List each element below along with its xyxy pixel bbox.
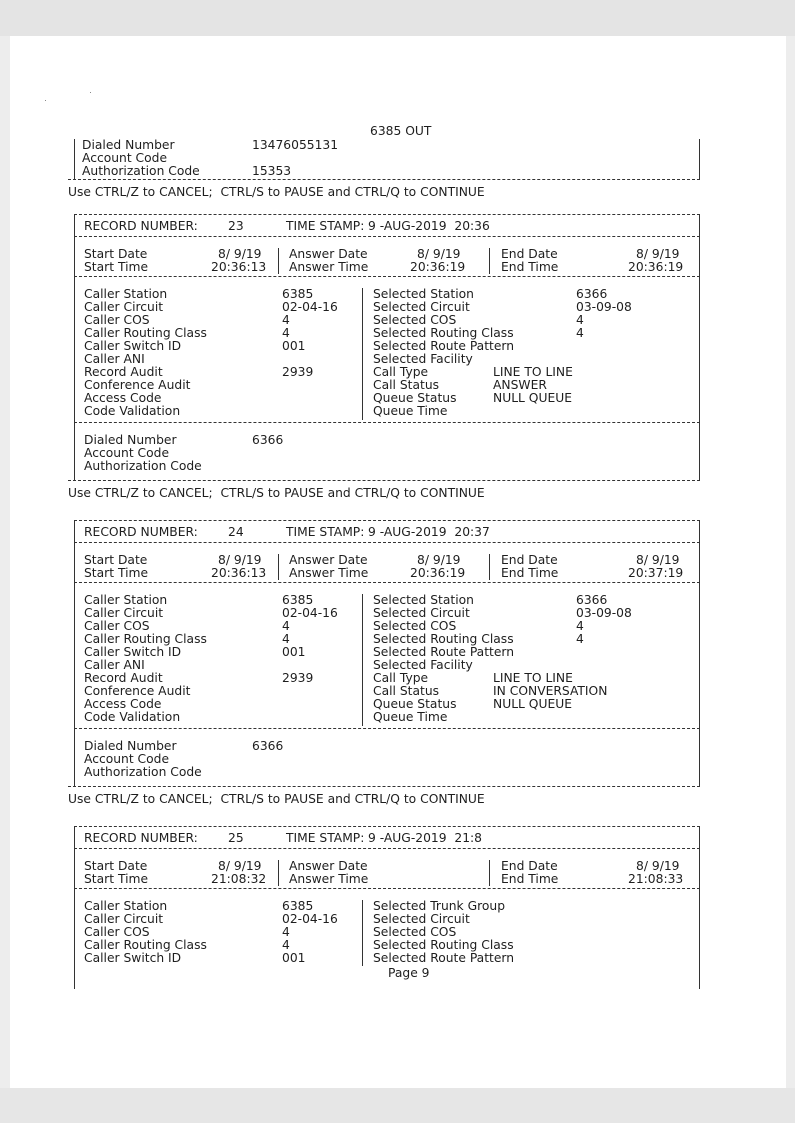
selected-station-label: Selected Station [373,593,474,607]
separator [74,826,700,827]
selected-circuit-label: Selected Circuit [373,300,470,314]
end-date-label: End Date [501,553,558,567]
border [699,215,700,481]
queue-status-label: Queue Status [373,697,457,711]
call-type-value: LINE TO LINE [493,671,573,685]
call-status-label: Call Status [373,378,440,392]
page-header: 6385 OUT [370,124,432,138]
column-divider [362,288,363,420]
record-number-value: 25 [228,831,244,845]
selected-cos-value: 4 [576,619,584,633]
caller-routing-class-label: Caller Routing Class [84,632,207,646]
border [74,215,75,481]
separator [74,276,700,277]
caller-cos-label: Caller COS [84,313,150,327]
call-status-label: Call Status [373,684,440,698]
caller-routing-class-value: 4 [282,326,290,340]
selected-facility-label: Selected Facility [373,658,473,672]
caller-routing-class-label: Caller Routing Class [84,938,207,952]
dialed-number-value: 6366 [252,739,284,753]
caller-circuit-label: Caller Circuit [84,912,164,926]
answer-date-label: Answer Date [289,247,368,261]
start-date-label: Start Date [84,247,148,261]
column-divider [278,860,279,886]
access-code-label: Access Code [84,697,162,711]
authorization-code-label: Authorization Code [84,459,202,473]
selected-route-pattern-label: Selected Route Pattern [373,645,515,659]
caller-cos-label: Caller COS [84,619,150,633]
separator [74,848,700,849]
call-status-value: IN CONVERSATION [493,684,608,698]
caller-station-value: 6385 [282,287,314,301]
caller-cos-value: 4 [282,619,290,633]
selected-routing-class-value: 4 [576,632,584,646]
scan-top-strip [0,0,795,36]
answer-time-label: Answer Time [289,566,369,580]
caller-switch-id-value: 001 [282,951,306,965]
caller-station-label: Caller Station [84,899,168,913]
account-code-label: Account Code [82,151,168,165]
caller-switch-id-value: 001 [282,645,306,659]
control-notice: Use CTRL/Z to CANCEL; CTRL/S to PAUSE and CTRL/Q to CONTINUE [68,792,485,806]
start-date-value: 8/ 9/19 [218,859,262,873]
conference-audit-label: Conference Audit [84,684,191,698]
selected-cos-value: 4 [576,313,584,327]
call-status-value: ANSWER [493,378,547,392]
start-date-label: Start Date [84,553,148,567]
document-page [10,36,786,1088]
caller-station-label: Caller Station [84,593,168,607]
time-stamp-label: TIME STAMP: [286,219,365,233]
control-notice: Use CTRL/Z to CANCEL; CTRL/S to PAUSE and CTRL/Q to CONTINUE [68,486,485,500]
border [74,521,75,787]
caller-ani-label: Caller ANI [84,352,145,366]
border [74,827,75,989]
selected-routing-class-label: Selected Routing Class [373,632,514,646]
answer-time-label: Answer Time [289,260,369,274]
border [699,827,700,989]
call-type-label: Call Type [373,671,429,685]
selected-routing-class-value: 4 [576,326,584,340]
separator [68,480,700,481]
start-time-value: 20:36:13 [211,260,267,274]
caller-circuit-label: Caller Circuit [84,300,164,314]
separator [74,542,700,543]
border [699,521,700,787]
start-date-label: Start Date [84,859,148,873]
dialed-number-label: Dialed Number [82,138,175,152]
record-audit-value: 2939 [282,671,314,685]
call-type-label: Call Type [373,365,429,379]
caller-station-value: 6385 [282,593,314,607]
selected-cos-label: Selected COS [373,925,457,939]
separator [68,786,700,787]
queue-status-value: NULL QUEUE [493,391,573,405]
column-divider [489,554,490,580]
record-number-value: 24 [228,525,244,539]
column-divider [489,860,490,886]
start-time-label: Start Time [84,566,149,580]
caller-routing-class-value: 4 [282,632,290,646]
start-time-label: Start Time [84,260,149,274]
conference-audit-label: Conference Audit [84,378,191,392]
border [74,139,75,179]
page-number: Page 9 [388,966,430,980]
start-time-value: 20:36:13 [211,566,267,580]
caller-routing-class-label: Caller Routing Class [84,326,207,340]
selected-facility-label: Selected Facility [373,352,473,366]
start-date-value: 8/ 9/19 [218,553,262,567]
record-audit-value: 2939 [282,365,314,379]
answer-date-value: 8/ 9/19 [417,553,461,567]
selected-station-label: Selected Station [373,287,474,301]
answer-time-value: 20:36:19 [410,566,466,580]
caller-routing-class-value: 4 [282,938,290,952]
column-divider [278,248,279,274]
column-divider [489,248,490,274]
start-time-value: 21:08:32 [211,872,267,886]
authorization-code-label: Authorization Code [84,765,202,779]
authorization-code-value: 15353 [252,164,292,178]
end-time-label: End Time [501,872,559,886]
code-validation-label: Code Validation [84,404,181,418]
separator [74,582,700,583]
separator [74,422,700,423]
caller-cos-value: 4 [282,313,290,327]
end-time-value: 21:08:33 [628,872,684,886]
end-date-label: End Date [501,247,558,261]
record-audit-label: Record Audit [84,671,163,685]
caller-circuit-value: 02-04-16 [282,912,338,926]
selected-route-pattern-label: Selected Route Pattern [373,339,515,353]
account-code-label: Account Code [84,446,170,460]
separator [74,236,700,237]
end-date-label: End Date [501,859,558,873]
caller-circuit-value: 02-04-16 [282,300,338,314]
selected-station-value: 6366 [576,287,608,301]
caller-switch-id-label: Caller Switch ID [84,951,182,965]
selected-circuit-label: Selected Circuit [373,606,470,620]
selected-circuit-value: 03-09-08 [576,300,632,314]
end-time-label: End Time [501,566,559,580]
scan-bottom-strip [0,1088,795,1123]
record-number-label: RECORD NUMBER: [84,525,198,539]
access-code-label: Access Code [84,391,162,405]
answer-time-value: 20:36:19 [410,260,466,274]
scan-speck [45,100,46,101]
end-time-value: 20:36:19 [628,260,684,274]
caller-ani-label: Caller ANI [84,658,145,672]
caller-switch-id-label: Caller Switch ID [84,645,182,659]
queue-time-label: Queue Time [373,710,448,724]
answer-date-label: Answer Date [289,553,368,567]
call-type-value: LINE TO LINE [493,365,573,379]
separator [74,888,700,889]
caller-station-value: 6385 [282,899,314,913]
dialed-number-label: Dialed Number [84,739,177,753]
caller-circuit-label: Caller Circuit [84,606,164,620]
caller-circuit-value: 02-04-16 [282,606,338,620]
queue-status-value: NULL QUEUE [493,697,573,711]
authorization-code-label: Authorization Code [82,164,200,178]
column-divider [278,554,279,580]
caller-cos-label: Caller COS [84,925,150,939]
dialed-number-value: 6366 [252,433,284,447]
record-number-label: RECORD NUMBER: [84,219,198,233]
caller-switch-id-value: 001 [282,339,306,353]
code-validation-label: Code Validation [84,710,181,724]
time-stamp-value: 9 -AUG-2019 21:8 [368,831,483,845]
caller-station-label: Caller Station [84,287,168,301]
column-divider [362,594,363,726]
record-audit-label: Record Audit [84,365,163,379]
separator [74,728,700,729]
caller-switch-id-label: Caller Switch ID [84,339,182,353]
record-number-value: 23 [228,219,244,233]
time-stamp-label: TIME STAMP: [286,831,365,845]
caller-cos-value: 4 [282,925,290,939]
selected-route-pattern-label: Selected Route Pattern [373,951,515,965]
end-time-value: 20:37:19 [628,566,684,580]
scan-speck [90,92,91,93]
selected-trunk-group-label: Selected Trunk Group [373,899,506,913]
selected-station-value: 6366 [576,593,608,607]
time-stamp-value: 9 -AUG-2019 20:36 [368,219,490,233]
selected-cos-label: Selected COS [373,619,457,633]
separator [74,214,700,215]
separator [74,520,700,521]
selected-routing-class-label: Selected Routing Class [373,326,514,340]
end-time-label: End Time [501,260,559,274]
column-divider [362,900,363,966]
queue-time-label: Queue Time [373,404,448,418]
selected-circuit-label: Selected Circuit [373,912,470,926]
answer-date-value: 8/ 9/19 [417,247,461,261]
selected-routing-class-label: Selected Routing Class [373,938,514,952]
account-code-label: Account Code [84,752,170,766]
selected-cos-label: Selected COS [373,313,457,327]
record-number-label: RECORD NUMBER: [84,831,198,845]
control-notice: Use CTRL/Z to CANCEL; CTRL/S to PAUSE and CTRL/Q to CONTINUE [68,185,485,199]
answer-time-label: Answer Time [289,872,369,886]
end-date-value: 8/ 9/19 [636,859,680,873]
dialed-number-label: Dialed Number [84,433,177,447]
end-date-value: 8/ 9/19 [636,247,680,261]
dialed-number-value: 13476055131 [252,138,339,152]
end-date-value: 8/ 9/19 [636,553,680,567]
time-stamp-value: 9 -AUG-2019 20:37 [368,525,490,539]
answer-date-label: Answer Date [289,859,368,873]
start-date-value: 8/ 9/19 [218,247,262,261]
selected-circuit-value: 03-09-08 [576,606,632,620]
border [699,139,700,179]
separator [68,179,700,180]
queue-status-label: Queue Status [373,391,457,405]
start-time-label: Start Time [84,872,149,886]
time-stamp-label: TIME STAMP: [286,525,365,539]
